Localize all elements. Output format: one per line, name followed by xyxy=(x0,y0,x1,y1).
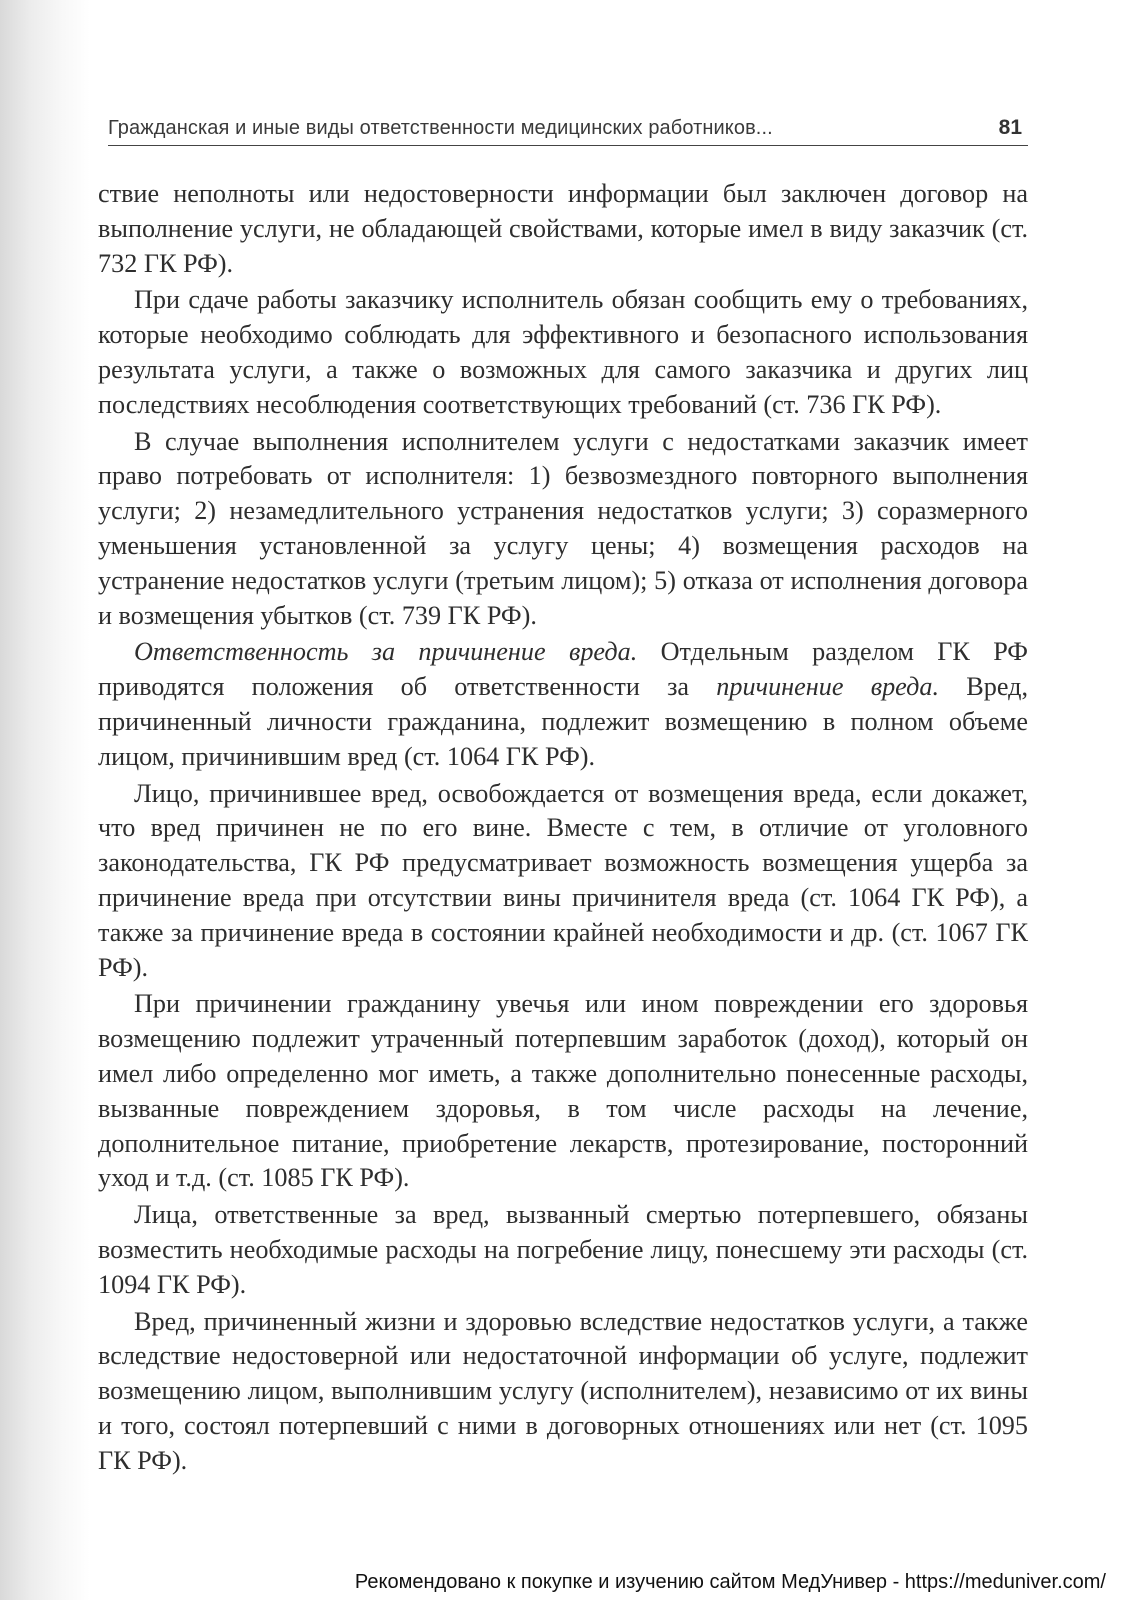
paragraph-text: Отдельным разделом ГК РФ приводятся положения об ответственности за xyxy=(98,637,1028,702)
paragraph: ствие неполноты или недостоверности информации был заключен договор на выполнение услуги, не обладающей свойствами, которые имел в виду заказчик (ст. 732 ГК РФ). xyxy=(98,179,1028,278)
paragraph: Лицо, причинившее вред, освобождается от возмещения вреда, если докажет, что вред причинен не по его вине. Вместе с тем, в отличие от уголовного законодательства, ГК РФ предусматривает возможность возмещения ущерба за причинение вреда при отсутствии вины причинителя вреда (ст. 1064 ГК РФ), а также за причинение вреда в состоянии крайней необходимости и др. (ст. 1067 ГК РФ). xyxy=(98,778,1028,982)
paragraph-text: Вред, причиненный личности гражданина, подлежит возмещению в полном объеме лицом, причинившим вред (ст. 1064 ГК РФ). xyxy=(98,672,1028,771)
paragraph: Вред, причиненный жизни и здоровью вследствие недостатков услуги, а также вследствие недостоверной или недостаточной информации об услуге, подлежит возмещению лицом, выполнившим услугу (исполнителем), независимо от их вины и того, состоял потерпевший с ними в договорных отношениях или нет (ст. 1095 ГК РФ). xyxy=(98,1306,1028,1475)
running-head xyxy=(108,110,1028,146)
running-head-title: Гражданская и иные виды ответственности медицинских работников... xyxy=(108,117,773,139)
body-text xyxy=(98,177,1028,1478)
inline-term-italic: причинение вреда. xyxy=(716,672,940,702)
paragraph: Лица, ответственные за вред, вызванный смертью потерпевшего, обязаны возместить необходимые расходы на погребение лицу, понесшему эти расходы (ст. 1094 ГК РФ). xyxy=(98,1200,1028,1299)
footer-note: Рекомендовано к покупке и изучению сайтом МедУнивер - https://meduniver.com/ xyxy=(354,1571,1106,1593)
page-number: 81 xyxy=(998,116,1022,139)
paragraph xyxy=(98,635,1028,774)
paragraph: При причинении гражданину увечья или ином повреждении его здоровья возмещению подлежит утраченный потерпевшим заработок (доход), который он имел либо определенно мог иметь, а также дополнительно понесенные расходы, вызванные повреждением здоровья, в том числе расходы на лечение, дополнительное питание, приобретение лекарств, протезирование, посторонний уход и т.д. (ст. 1085 ГК РФ). xyxy=(98,989,1028,1193)
paragraph: В случае выполнения исполнителем услуги с недостатками заказчик имеет право потребовать от исполнителя: 1) безвозмездного повторного выполнения услуги; 2) незамедлительного устранения недостатков услуги; 3) соразмерного уменьшения установленной за услугу цены; 4) возмещения расходов на устранение недостатков услуги (третьим лицом); 5) отказа от исполнения договора и возмещения убытков (ст. 739 ГК РФ). xyxy=(98,426,1028,630)
paragraph: При сдаче работы заказчику исполнитель обязан сообщить ему о требованиях, которые необходимо соблюдать для эффективного и безопасного использования результата услуги, а также о возможных для самого заказчика и других лиц последствиях несоблюдения соответствующих требований (ст. 736 ГК РФ). xyxy=(98,285,1028,419)
section-lead-italic: Ответственность за причинение вреда. xyxy=(134,637,638,667)
